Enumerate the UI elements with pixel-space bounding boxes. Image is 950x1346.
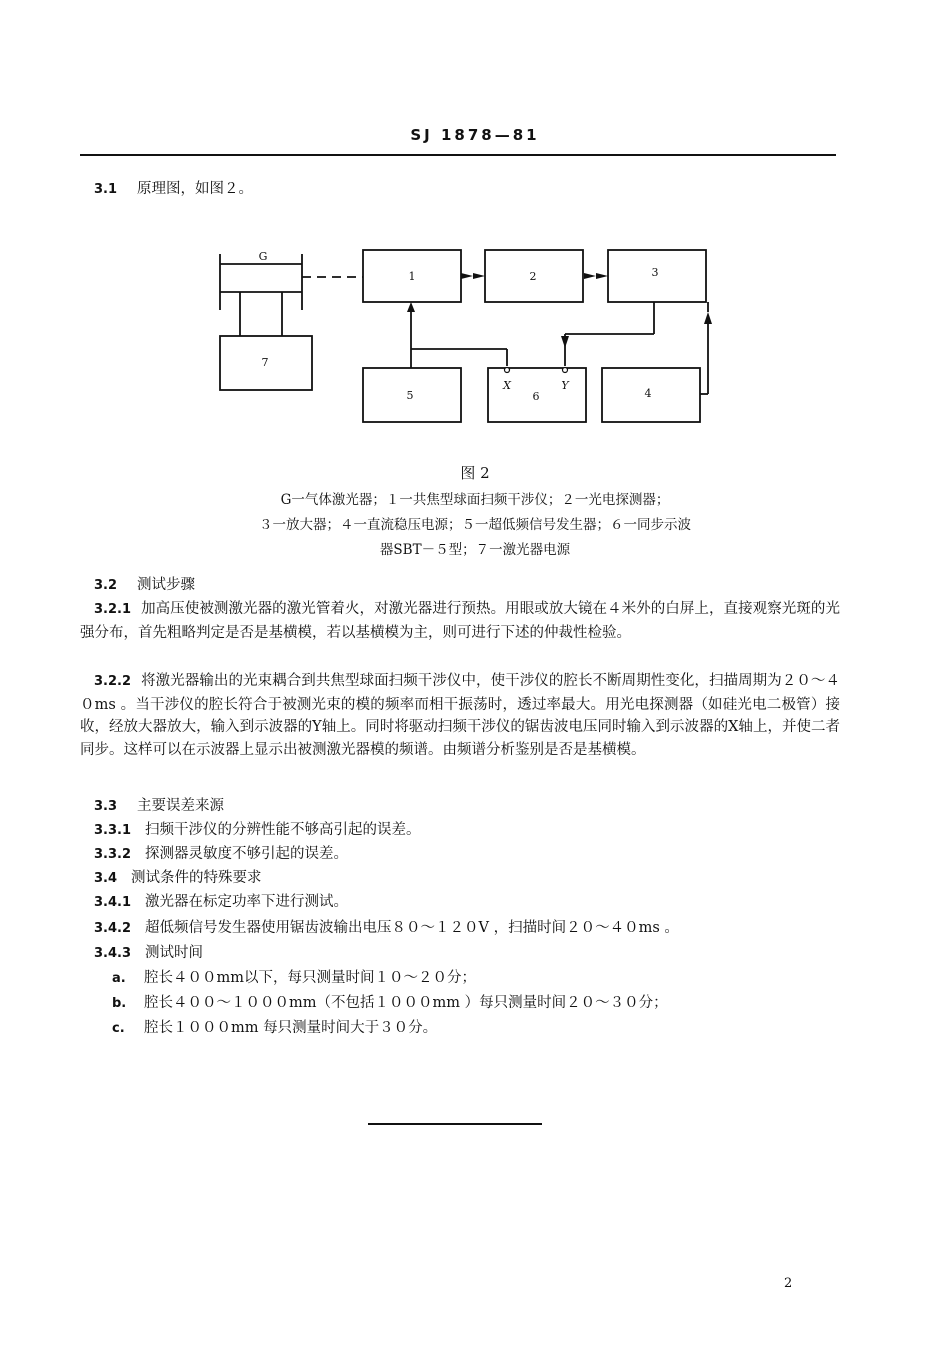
list-item: [112, 1016, 437, 1037]
section-text: 超低频信号发生器使用锯齿波输出电压８０～１２０V ，扫描时间２０～４０ms 。: [145, 920, 679, 936]
header-rule: [80, 154, 836, 156]
box-7-label: 7: [261, 356, 269, 369]
page-number: 2: [784, 1276, 793, 1291]
section-3-4-3: [80, 941, 203, 962]
section-number: 3.4.3: [94, 946, 132, 961]
section-number: 3.3: [94, 799, 118, 814]
block-diagram: [210, 240, 720, 430]
section-number: 3.4: [94, 871, 118, 886]
section-text: 激光器在标定功率下进行测试。: [145, 894, 349, 910]
list-item-label: b.: [112, 996, 127, 1011]
section-text: 测试步骤: [137, 577, 196, 593]
section-text: 扫频干涉仪的分辨性能不够高引起的误差。: [145, 822, 421, 838]
arrow-1-to-2: [473, 273, 485, 279]
section-3-3-1: [80, 818, 421, 839]
figure-caption-line: ３一放大器；４一直流稳压电源；５一超低频信号发生器；６一同步示波: [259, 517, 691, 533]
section-3-1: [80, 177, 253, 198]
box-3-label: 3: [651, 266, 659, 279]
section-3-4: [80, 866, 262, 887]
list-item-text: 腔长４００～１０００mm（不包括１０００mm ）每只测量时间２０～３０分；: [144, 995, 668, 1011]
y-label: Y: [561, 379, 569, 392]
section-text: 测试条件的特殊要求: [131, 870, 262, 886]
figure-caption-line: G一气体激光器；１一共焦型球面扫频干涉仪；２一光电探测器；: [280, 492, 670, 508]
list-item-label: a.: [112, 971, 126, 986]
section-text: 测试时间: [145, 945, 204, 961]
end-rule: [368, 1123, 542, 1125]
figure-title: 图 2: [460, 464, 490, 482]
box-4-label: 4: [644, 387, 652, 400]
section-number: 3.4.2: [94, 921, 132, 936]
section-text: 主要误差来源: [137, 798, 225, 814]
box-5-label: 5: [406, 389, 414, 402]
section-text: 原理图，如图２。: [137, 181, 254, 197]
section-number: 3.3.1: [94, 823, 132, 838]
section-3-4-1: [80, 890, 348, 911]
x-terminal: [505, 368, 510, 373]
section-text: 探测器灵敏度不够引起的误差。: [145, 846, 349, 862]
arrow-into-3: [704, 312, 712, 324]
y-terminal: [563, 368, 568, 373]
list-item-label: c.: [112, 1021, 125, 1036]
list-item-text: 腔长１０００mm 每只测量时间大于３０分。: [144, 1020, 438, 1036]
box-2-label: 2: [529, 270, 537, 283]
section-number: 3.2: [94, 578, 118, 593]
arrow-into-y: [561, 336, 569, 348]
section-3-2-1: [80, 598, 840, 644]
document-code: SJ 1878—81: [410, 126, 540, 144]
list-item: [112, 991, 668, 1012]
list-item: [112, 966, 476, 987]
section-number: 3.4.1: [94, 895, 132, 910]
g-label: G: [258, 250, 268, 263]
x-label: X: [503, 379, 511, 392]
section-number: 3.2.1: [94, 602, 132, 617]
arrow-2-to-3: [596, 273, 608, 279]
section-number: 3.2.2: [94, 674, 132, 689]
section-text: 加高压使被测激光器的激光管着火，对激光器进行预热。用眼或放大镜在４米外的白屏上，直接观察光斑的光强分布，首先粗略判定是否是基横模，若以基横模为主，则可进行下述的仲裁性检验。: [80, 601, 840, 641]
arrow-into-1: [407, 302, 415, 312]
section-3-4-2: [80, 916, 679, 937]
section-number: 3.3.2: [94, 847, 132, 862]
list-item-text: 腔长４００mm以下，每只测量时间１０～２０分；: [144, 970, 476, 986]
section-3-3-2: [80, 842, 348, 863]
section-text: 将激光器输出的光束耦合到共焦型球面扫频干涉仪中，使干涉仪的腔长不断周期性变化，扫描周期为２０～４０ms 。当干涉仪的腔长符合于被测光束的模的频率而相干振荡时，透过率最大。用光电探测器（如硅光电二极管）接收，经放大器放大，输入到示波器的Y轴上。同时将驱动扫频干涉仪的锯齿波电压同时输入到示波器的X轴上，并使二者同步。这样可以在示波器上显示出被测激光器模的频谱。由频谱分析鉴别是否是基横模。: [80, 673, 840, 758]
section-number: 3.1: [94, 182, 118, 197]
section-3-2-2: [80, 670, 840, 761]
section-3-3: [80, 794, 224, 815]
section-3-2: [80, 573, 195, 594]
figure-caption-line: 器SBT－５型；７一激光器电源: [379, 542, 571, 558]
box-6-label: 6: [532, 390, 540, 403]
box-1-label: 1: [408, 270, 416, 283]
